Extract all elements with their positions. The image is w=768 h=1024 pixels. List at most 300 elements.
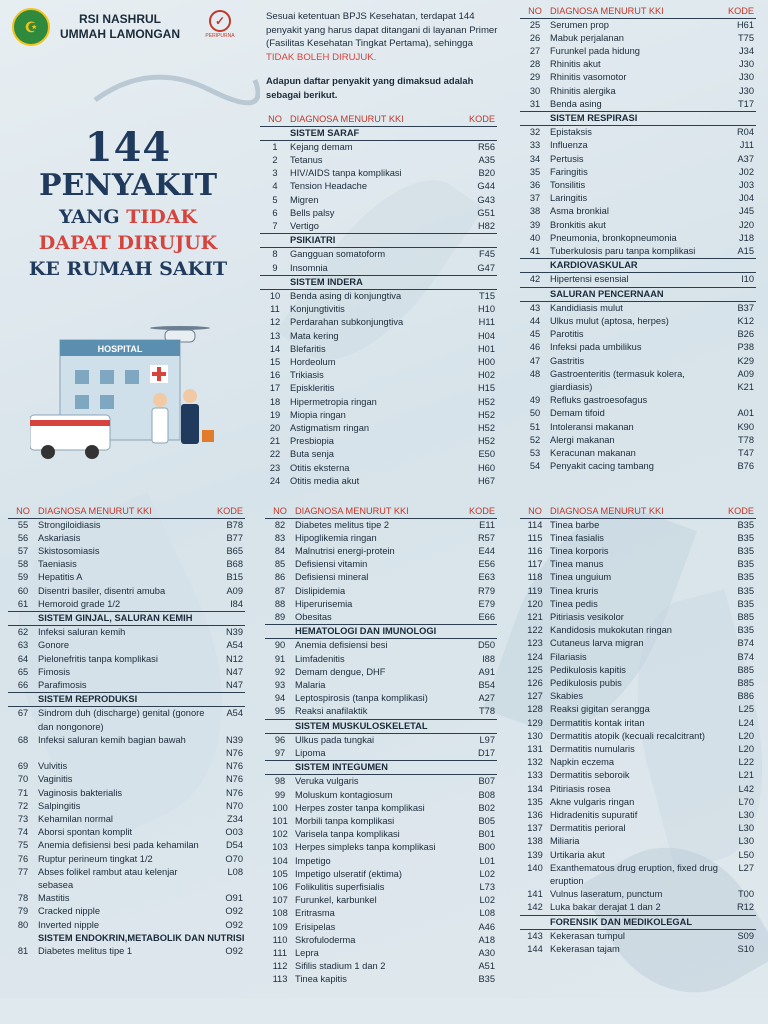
cell-no: 120 (527, 598, 543, 609)
cell-diagnosis: Inverted nipple (38, 919, 99, 930)
table-row (520, 651, 756, 664)
table-row (520, 796, 756, 809)
cell-no: 27 (529, 45, 541, 56)
cell-diagnosis: Intoleransi makanan (550, 421, 634, 432)
category-label: PSIKIATRI (260, 234, 497, 248)
cell-no: 85 (274, 559, 286, 570)
cell-no: 121 (527, 611, 543, 622)
cell-no: 111 (272, 948, 288, 958)
cell-kode: N76 (225, 761, 243, 772)
cell-no: 30 (529, 85, 541, 96)
table-row (260, 180, 497, 193)
column-header-no: NO (528, 6, 542, 17)
table-row (260, 207, 497, 220)
cell-diagnosis: Hemoroid grade 1/2 (38, 598, 121, 609)
cell-kode: Z34 (226, 813, 243, 824)
cell-no: 6 (272, 207, 278, 218)
cell-no: 144 (527, 944, 543, 954)
cell-no: 23 (269, 462, 281, 473)
cell-diagnosis: Obesitas (295, 611, 332, 622)
table-row (265, 666, 497, 679)
table-row (260, 330, 497, 343)
table-row (8, 639, 245, 652)
table-row (8, 787, 245, 800)
cell-no: 112 (272, 961, 288, 972)
table-row (8, 545, 245, 558)
cell-no: 10 (269, 290, 281, 301)
cell-no: 135 (527, 796, 543, 807)
cell-kode: F45 (478, 249, 495, 260)
cell-kode: B37 (737, 302, 754, 313)
cell-diagnosis: Tetanus (290, 154, 323, 165)
cell-no: 50 (529, 408, 541, 419)
table-row (8, 532, 245, 545)
cell-diagnosis: Vertigo (290, 220, 319, 231)
column-header-kd: KODE (727, 506, 754, 517)
cell-diagnosis: Salpingitis (38, 800, 81, 811)
cell-diagnosis: Rhinitis alergika (550, 85, 616, 96)
table-row (520, 71, 756, 84)
category-label: SISTEM INTEGUMEN (265, 761, 497, 775)
cell-no: 97 (274, 747, 286, 758)
cell-kode: L97 (479, 734, 495, 745)
title: PENYAKIT (38, 168, 218, 203)
cell-no: 8 (272, 249, 278, 260)
cell-no: 18 (269, 396, 281, 407)
cell-diagnosis: Trikiasis (290, 370, 324, 381)
table-row (265, 868, 497, 881)
cell-kode: B26 (737, 329, 754, 340)
table-row (520, 809, 756, 822)
category-label: SISTEM REPRODUKSI (8, 693, 245, 707)
cell-no: 35 (529, 166, 541, 177)
cell-diagnosis: Gonore (38, 640, 70, 651)
cell-kode: A30 (478, 948, 495, 958)
table-3 (8, 505, 245, 958)
table-row (520, 179, 756, 192)
cell-no: 25 (529, 19, 541, 30)
table-row (265, 894, 497, 907)
table-row (520, 460, 756, 473)
table-row (520, 598, 756, 611)
cell-kode: H11 (478, 317, 495, 328)
cell-no: 14 (269, 343, 281, 354)
cell-no: 57 (17, 545, 29, 556)
cell-no: 136 (527, 809, 543, 820)
cell-diagnosis: Strongiloidiasis (38, 519, 101, 530)
cell-no: 64 (17, 653, 29, 664)
cell-no: 28 (529, 59, 541, 70)
cell-diagnosis: Tinea manus (550, 559, 604, 570)
cell-no: 19 (269, 409, 281, 420)
table-row (520, 407, 756, 420)
table-row (520, 421, 756, 434)
poster-header (0, 0, 256, 500)
cell-no: 54 (529, 461, 541, 472)
table-row (520, 447, 756, 460)
cell-no: 36 (529, 179, 541, 190)
table-row (520, 139, 756, 152)
cell-diagnosis: Akne vulgaris ringan (550, 796, 635, 807)
cell-no: 117 (527, 559, 543, 570)
table-row (520, 355, 756, 368)
cell-diagnosis: Defisiensi vitamin (295, 559, 368, 570)
cell-diagnosis: Vulvitis (38, 761, 68, 772)
cell-kode: B85 (737, 611, 754, 622)
cell-diagnosis: Infeksi saluran kemih (38, 627, 126, 638)
cell-no: 53 (529, 448, 541, 458)
table-row (265, 921, 497, 934)
cell-no: 110 (272, 934, 288, 945)
cell-kode: B86 (737, 691, 754, 702)
cell-no: 88 (274, 598, 286, 609)
column-header-diag: DIAGNOSA MENURUT KKI (550, 6, 664, 17)
cell-kode: B78 (226, 519, 243, 530)
table-row (265, 679, 497, 692)
cell-diagnosis: Pertusis (550, 153, 584, 164)
table-row (260, 248, 497, 262)
cell-no: 16 (269, 370, 281, 381)
cell-no: 24 (269, 475, 281, 486)
cell-no: 113 (272, 974, 288, 985)
table-row (520, 394, 756, 407)
cell-no: 71 (17, 787, 29, 798)
intro-paragraph-1: Sesuai ketentuan BPJS Kesehatan, terdapat 144 penyakit yang harus dapat ditangani di layanan Primer (Fasilitas Kesehatan Tingkat Pertama), sehingga TIDAK BOLEH DIRUJUK. (266, 11, 498, 63)
table-row (8, 773, 245, 786)
column-header-no: NO (273, 506, 287, 517)
category-row (265, 625, 497, 639)
cell-no: 4 (272, 181, 278, 192)
cell-diagnosis: Defisiensi mineral (295, 572, 369, 583)
cell-no: 43 (529, 302, 541, 313)
big-number: 144 (84, 124, 172, 171)
cell-no: 103 (272, 842, 288, 853)
cell-no: 130 (527, 730, 543, 741)
cell-kode: B85 (737, 664, 754, 675)
cell-no: 98 (274, 776, 286, 787)
cell-diagnosis: Pneumonia, bronkopneumonia (550, 232, 677, 243)
cell-diagnosis: Disentri basiler, disentri amuba (38, 585, 166, 596)
cell-diagnosis: Morbili tanpa komplikasi (295, 815, 395, 826)
cell-diagnosis: Kandidosis mukokutan ringan (550, 625, 672, 636)
cell-diagnosis: Rhinitis akut (550, 59, 601, 70)
cell-kode: B05 (478, 815, 495, 826)
cell-diagnosis: Miopia ringan (290, 409, 346, 420)
cell-no: 128 (527, 704, 543, 715)
cell-kode: N76 (225, 787, 243, 798)
table-row (265, 747, 497, 761)
cell-diagnosis: Kehamilan normal (38, 813, 113, 824)
table-row (520, 545, 756, 558)
cell-kode: B07 (478, 776, 495, 787)
table-row (520, 301, 756, 315)
table-row (265, 960, 497, 973)
cell-kode: H10 (477, 304, 495, 315)
cell-kode: H01 (477, 343, 495, 354)
cell-no: 106 (272, 881, 288, 892)
cell-kode: A09 (226, 585, 243, 596)
cell-no: 78 (17, 893, 29, 904)
table-row (520, 45, 756, 58)
table-row (8, 892, 245, 905)
cell-no: 68 (17, 734, 29, 745)
cell-kode: L24 (738, 717, 754, 728)
cell-kode: O92 (225, 919, 243, 930)
cell-kode: B65 (226, 545, 243, 556)
table-row (520, 558, 756, 571)
table-row (520, 98, 756, 112)
cell-diagnosis: Tinea kruris (550, 585, 599, 596)
table-row (520, 690, 756, 703)
table-row (265, 532, 497, 545)
cell-diagnosis: Skistosomiasis (38, 545, 100, 556)
cell-kode: I10 (741, 274, 754, 285)
cell-kode: I84 (230, 598, 243, 609)
table-1 (260, 113, 497, 488)
cell-diagnosis: Vaginitis (38, 774, 73, 785)
cell-kode: T15 (478, 290, 495, 301)
table-row (8, 626, 245, 640)
cell-kode: A37 (737, 153, 754, 164)
table-row (520, 849, 756, 862)
cell-kode: O70 (225, 853, 243, 864)
cell-diagnosis: Insomnia (290, 262, 328, 273)
cell-kode: D54 (225, 840, 243, 851)
table-row (265, 558, 497, 571)
cell-kode: J30 (739, 59, 754, 70)
doctor-icon (181, 389, 214, 444)
subtitle-line-2: DAPAT DIRUJUK (38, 232, 218, 254)
cell-no: 87 (274, 585, 286, 596)
cell-kode: J30 (739, 85, 754, 96)
cell-diagnosis: Urtikaria akut (550, 849, 605, 860)
cell-no: 131 (527, 743, 543, 754)
cell-diagnosis: Kejang demam (290, 141, 353, 152)
table-row (8, 653, 245, 666)
category-label: SISTEM SARAF (260, 126, 497, 140)
table-row (520, 624, 756, 637)
cell-no: 61 (17, 598, 29, 609)
cell-diagnosis: Sindrom duh (discharge) genital (gonore dan nongonore) (38, 708, 205, 732)
cell-diagnosis: Perdarahan subkonjungtiva (290, 317, 404, 328)
cell-kode: B35 (737, 598, 754, 609)
cell-no: 40 (529, 232, 541, 243)
cell-kode: B35 (478, 974, 495, 985)
table-row (520, 769, 756, 782)
table-row (260, 262, 497, 276)
stethoscope-decoration-icon (90, 60, 260, 120)
cell-kode: H04 (477, 330, 495, 341)
table-row (520, 219, 756, 232)
cell-diagnosis: Benda asing di konjungtiva (290, 290, 402, 301)
cell-kode: P38 (737, 342, 754, 353)
column-header-no: NO (528, 506, 542, 517)
cell-kode: B77 (226, 532, 243, 543)
table-row (260, 475, 497, 488)
table-row (265, 881, 497, 894)
cell-diagnosis: Veruka vulgaris (295, 776, 359, 787)
cell-diagnosis: Herpes zoster tanpa komplikasi (295, 802, 425, 813)
cell-diagnosis: Pedikulosis kapitis (550, 664, 626, 675)
cell-kode: L21 (738, 770, 754, 781)
cell-diagnosis: Gastroenteritis (termasuk kolera, giardiasis) (550, 368, 685, 392)
cell-kode: A51 (478, 961, 495, 972)
table-row (8, 707, 245, 734)
cell-diagnosis: Ruptur perineum tingkat 1/2 (38, 853, 153, 864)
category-row (265, 761, 497, 775)
cell-no: 56 (17, 532, 29, 543)
cell-kode: H02 (477, 370, 495, 381)
table-row (520, 888, 756, 901)
cell-diagnosis: Tension Headache (290, 181, 368, 192)
cell-no: 83 (274, 532, 286, 543)
table-row (520, 328, 756, 341)
table-row (520, 929, 756, 943)
cell-diagnosis: Reaksi anafilaktik (295, 706, 368, 717)
column-header-kd: KODE (216, 506, 243, 517)
cell-diagnosis: Tuberkulosis paru tanpa komplikasi (550, 245, 696, 256)
cell-diagnosis: HIV/AIDS tanpa komplikasi (290, 168, 402, 179)
cell-diagnosis: Hepatitis A (38, 572, 83, 583)
cell-kode: H00 (477, 356, 495, 367)
accreditation-caption: PERIPURNA (205, 33, 235, 39)
cell-kode: J02 (739, 166, 754, 177)
cell-diagnosis: Otitis media akut (290, 475, 360, 486)
cell-no: 125 (527, 664, 543, 675)
cell-kode: J18 (739, 232, 754, 243)
cell-no: 47 (529, 355, 541, 366)
cell-diagnosis: Skabies (550, 691, 584, 702)
cell-kode: O03 (225, 827, 243, 838)
cell-no: 95 (274, 706, 286, 717)
cell-diagnosis: Faringitis (550, 166, 588, 177)
cell-no: 104 (272, 855, 288, 866)
cell-no: 74 (17, 827, 29, 838)
cell-kode: K12 (737, 315, 754, 326)
table-row (265, 802, 497, 815)
category-row (8, 932, 245, 945)
table-row (520, 58, 756, 71)
cell-no: 96 (274, 734, 286, 745)
category-row (520, 111, 756, 125)
category-label: SISTEM GINJAL, SALURAN KEMIH (8, 611, 245, 625)
table-row (260, 316, 497, 329)
cell-no: 90 (274, 640, 286, 651)
cell-no: 62 (17, 627, 29, 638)
table-row (265, 789, 497, 802)
cell-diagnosis: Mastitis (38, 893, 70, 904)
cell-no: 116 (527, 545, 543, 556)
table-row (520, 434, 756, 447)
table-row (520, 571, 756, 584)
cell-kode: L08 (227, 866, 243, 877)
cell-diagnosis: Malnutrisi energi-protein (295, 545, 395, 556)
cell-diagnosis: Episkleritis (290, 383, 335, 394)
cell-kode: J04 (739, 193, 754, 204)
table-row (520, 862, 756, 888)
cell-no: 7 (272, 220, 278, 231)
cell-no: 143 (527, 930, 543, 941)
cell-kode: R12 (736, 902, 754, 913)
table-row (520, 822, 756, 835)
cell-no: 107 (272, 895, 288, 906)
table-row (520, 232, 756, 245)
cell-no: 99 (274, 789, 286, 800)
table-row (260, 422, 497, 435)
cell-no: 67 (17, 708, 29, 719)
cell-no: 119 (527, 585, 543, 596)
cell-diagnosis: Ulkus pada tungkai (295, 734, 375, 745)
cell-kode: E79 (478, 598, 495, 609)
cell-no: 91 (274, 653, 286, 664)
table-row (8, 679, 245, 693)
table-row (520, 585, 756, 598)
cell-no: 33 (529, 140, 541, 151)
cell-diagnosis: Keracunan makanan (550, 448, 636, 458)
table-row (265, 828, 497, 841)
cell-diagnosis: Skrofuloderma (295, 934, 356, 945)
cell-kode: E50 (478, 449, 495, 460)
table-row (8, 813, 245, 826)
table-row (265, 545, 497, 558)
cell-kode: B35 (737, 625, 754, 636)
category-row (520, 287, 756, 301)
table-row (8, 571, 245, 584)
cell-diagnosis: Kekerasan tajam (550, 944, 620, 954)
cell-diagnosis: Gastritis (550, 355, 585, 366)
cell-no: 133 (527, 770, 543, 781)
cell-diagnosis: Kekerasan tumpul (550, 930, 625, 941)
subtitle-line-1: YANG TIDAK (58, 206, 198, 228)
column-header-kd: KODE (727, 6, 754, 17)
cell-diagnosis: Aborsi spontan komplit (38, 827, 133, 838)
cell-diagnosis: Dermatitis perioral (550, 823, 626, 834)
table-row (520, 341, 756, 354)
table-row (8, 800, 245, 813)
cell-kode: O92 (225, 946, 243, 956)
category-row (265, 719, 497, 733)
category-label: SISTEM INDERA (260, 275, 497, 289)
table-row (260, 140, 497, 154)
cell-no: 15 (269, 356, 281, 367)
cell-kode: H15 (477, 383, 495, 394)
table-row (520, 611, 756, 624)
cell-kode: B35 (737, 532, 754, 543)
table-row (260, 343, 497, 356)
cell-kode: D17 (477, 747, 495, 758)
cell-no: 108 (272, 908, 288, 919)
cell-kode: B68 (226, 559, 243, 570)
cell-kode: L25 (738, 704, 754, 715)
category-row (520, 915, 756, 929)
cell-no: 44 (529, 315, 541, 326)
table-row (260, 167, 497, 180)
cell-diagnosis: Fimosis (38, 666, 71, 677)
cell-diagnosis: Serumen prop (550, 19, 609, 30)
cell-diagnosis: Luka bakar derajat 1 dan 2 (550, 902, 661, 913)
cell-kode: D50 (477, 640, 495, 651)
cell-no: 3 (272, 168, 278, 179)
table-row (520, 637, 756, 650)
table-row (8, 919, 245, 932)
category-label: SISTEM RESPIRASI (520, 111, 756, 125)
cell-kode: N47 (225, 666, 243, 677)
column-header-no: NO (268, 114, 282, 125)
category-label: SISTEM ENDOKRIN,METABOLIK DAN NUTRISI (38, 932, 245, 943)
accreditation-icon: ✓ (209, 10, 231, 32)
cell-kode: H60 (477, 462, 495, 473)
table-row (265, 639, 497, 653)
